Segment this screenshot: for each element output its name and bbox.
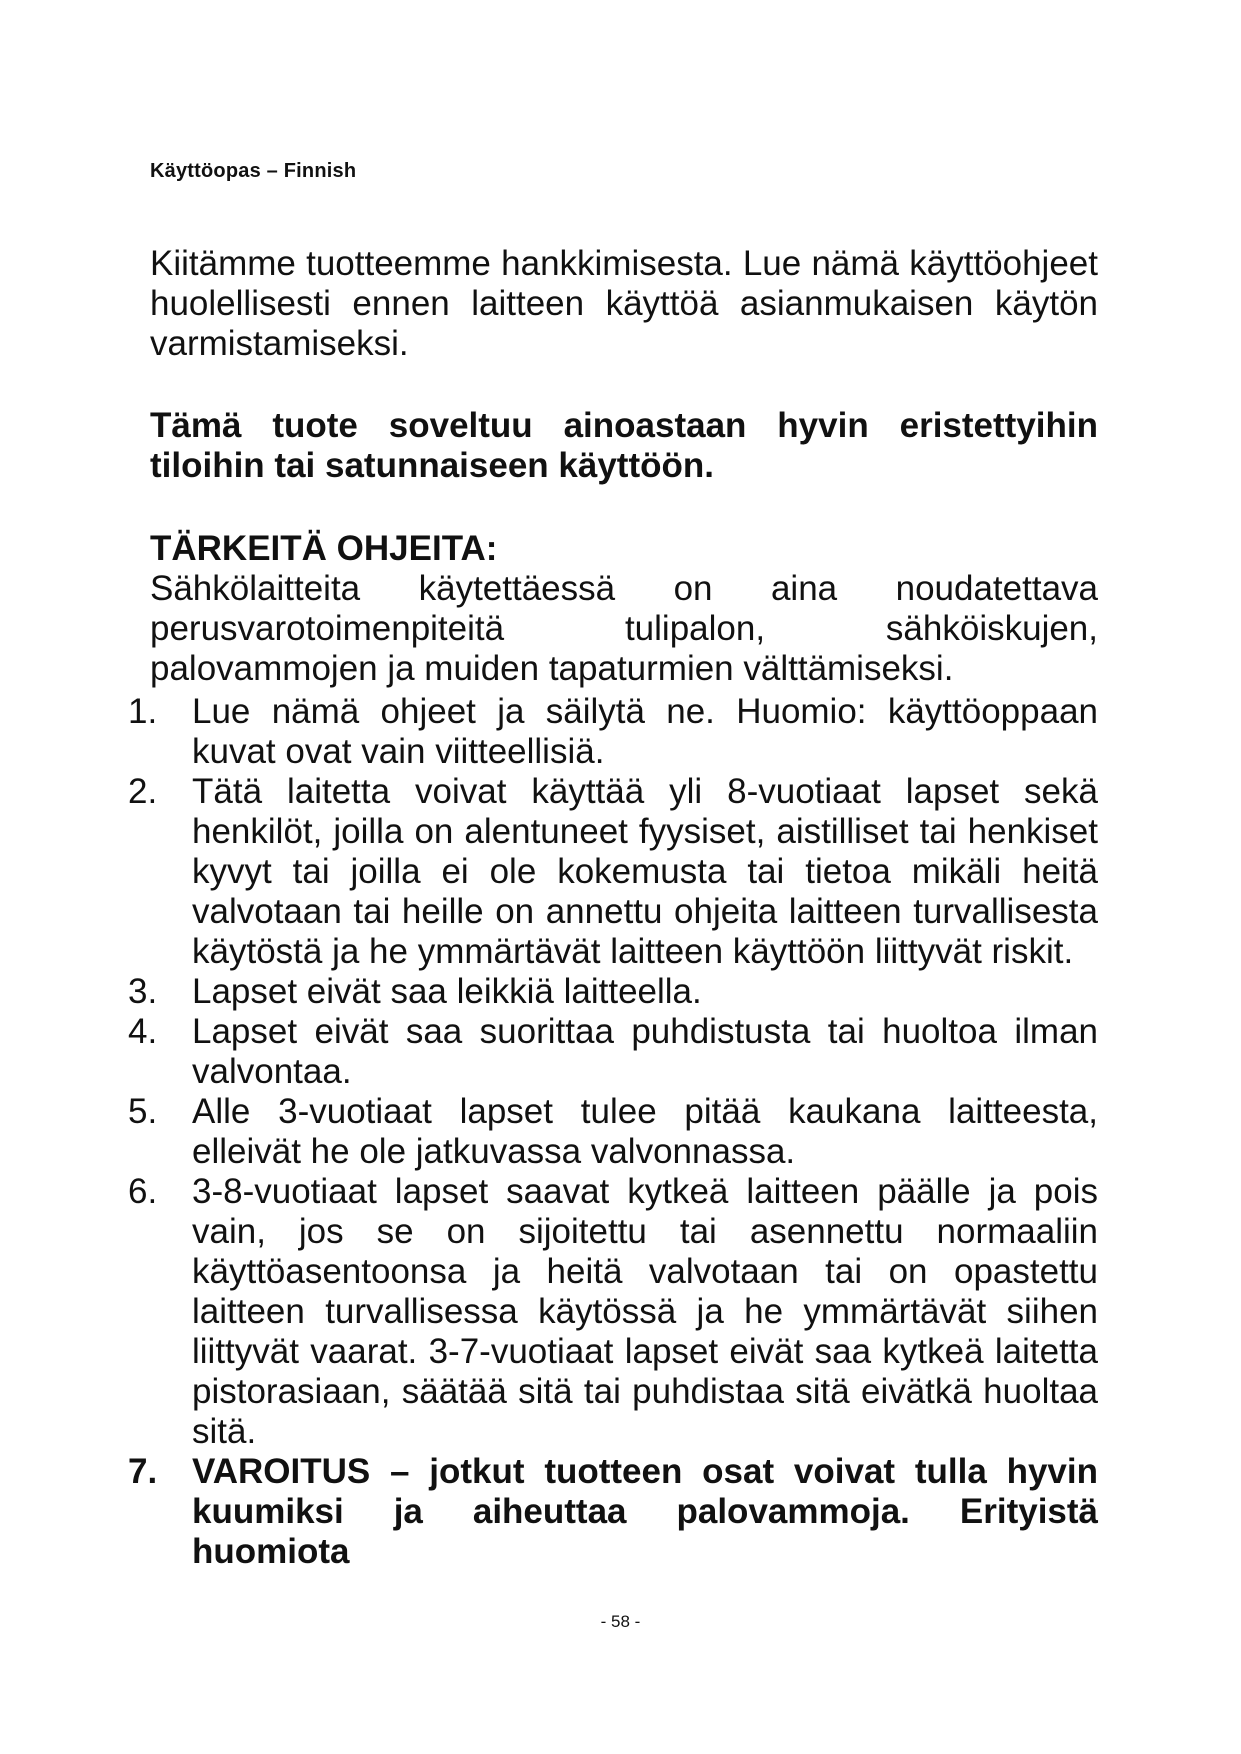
list-text: 3-8-vuotiaat lapset saavat kytkeä laitteen päälle ja pois vain, jos se on sijoitettu tai asennettu normaaliin käyttöasentoonsa ja heitä valvotaan tai on opastettu laitteen turvallisessa käytössä ja he ymmärtävät siihen liittyvät vaarat. 3-7-vuotiaat lapset eivät saa kytkeä laitetta pistorasiaan, säätää sitä tai puhdistaa sitä eivätkä huoltaa sitä.	[192, 1172, 1098, 1451]
list-number: 4.	[128, 1012, 158, 1051]
list-text: VAROITUS – jotkut tuotteen osat voivat tulla hyvin kuumiksi ja aiheuttaa palovammoja. Erityistä huomiota	[192, 1452, 1098, 1571]
list-item	[128, 692, 1098, 772]
list-item	[128, 972, 1098, 1012]
manual-header: Käyttöopas – Finnish	[150, 160, 357, 182]
list-number: 7.	[128, 1452, 158, 1491]
intro-paragraph: Kiitämme tuotteemme hankkimisesta. Lue nämä käyttöohjeet huolellisesti ennen laitteen käyttöä asianmukaisen käytön varmistamiseksi.	[150, 244, 1098, 363]
list-number: 1.	[128, 692, 158, 731]
list-number: 5.	[128, 1092, 158, 1131]
warning-list-item	[128, 1452, 1098, 1572]
list-number: 2.	[128, 772, 158, 811]
page-number: - 58 -	[600, 1612, 641, 1631]
list-item	[128, 1172, 1098, 1452]
list-text: Tätä laitetta voivat käyttää yli 8-vuotiaat lapset sekä henkilöt, joilla on alentuneet fyysiset, aistilliset tai henkiset kyvyt tai joilla ei ole kokemusta tai tietoa mikäli heitä valvotaan tai heille on annettu ohjeita laitteen turvallisesta käytöstä ja he ymmärtävät laitteen käyttöön liittyvät riskit.	[192, 772, 1098, 971]
list-number: 3.	[128, 972, 158, 1011]
important-text: Sähkölaitteita käytettäessä on aina noudatettava perusvarotoimenpiteitä tulipalon, sähköiskujen, palovammojen ja muiden tapaturmien välttämiseksi.	[150, 569, 1098, 688]
suitability-notice: Tämä tuote soveltuu ainoastaan hyvin eristettyihin tiloihin tai satunnaiseen käyttöön.	[150, 406, 1098, 485]
list-text: Lapset eivät saa suorittaa puhdistusta tai huoltoa ilman valvontaa.	[192, 1012, 1098, 1091]
list-text: Lue nämä ohjeet ja säilytä ne. Huomio: käyttöoppaan kuvat ovat vain viitteellisiä.	[192, 692, 1098, 771]
list-text: Alle 3-vuotiaat lapset tulee pitää kaukana laitteesta, elleivät he ole jatkuvassa valvonnassa.	[192, 1092, 1098, 1171]
list-item	[128, 1092, 1098, 1172]
instruction-list	[128, 692, 1098, 1572]
important-heading: TÄRKEITÄ OHJEITA:	[150, 529, 498, 568]
list-item	[128, 772, 1098, 972]
list-number: 6.	[128, 1172, 158, 1211]
important-section	[150, 529, 1098, 689]
list-text: Lapset eivät saa leikkiä laitteella.	[192, 972, 702, 1011]
list-item	[128, 1012, 1098, 1092]
